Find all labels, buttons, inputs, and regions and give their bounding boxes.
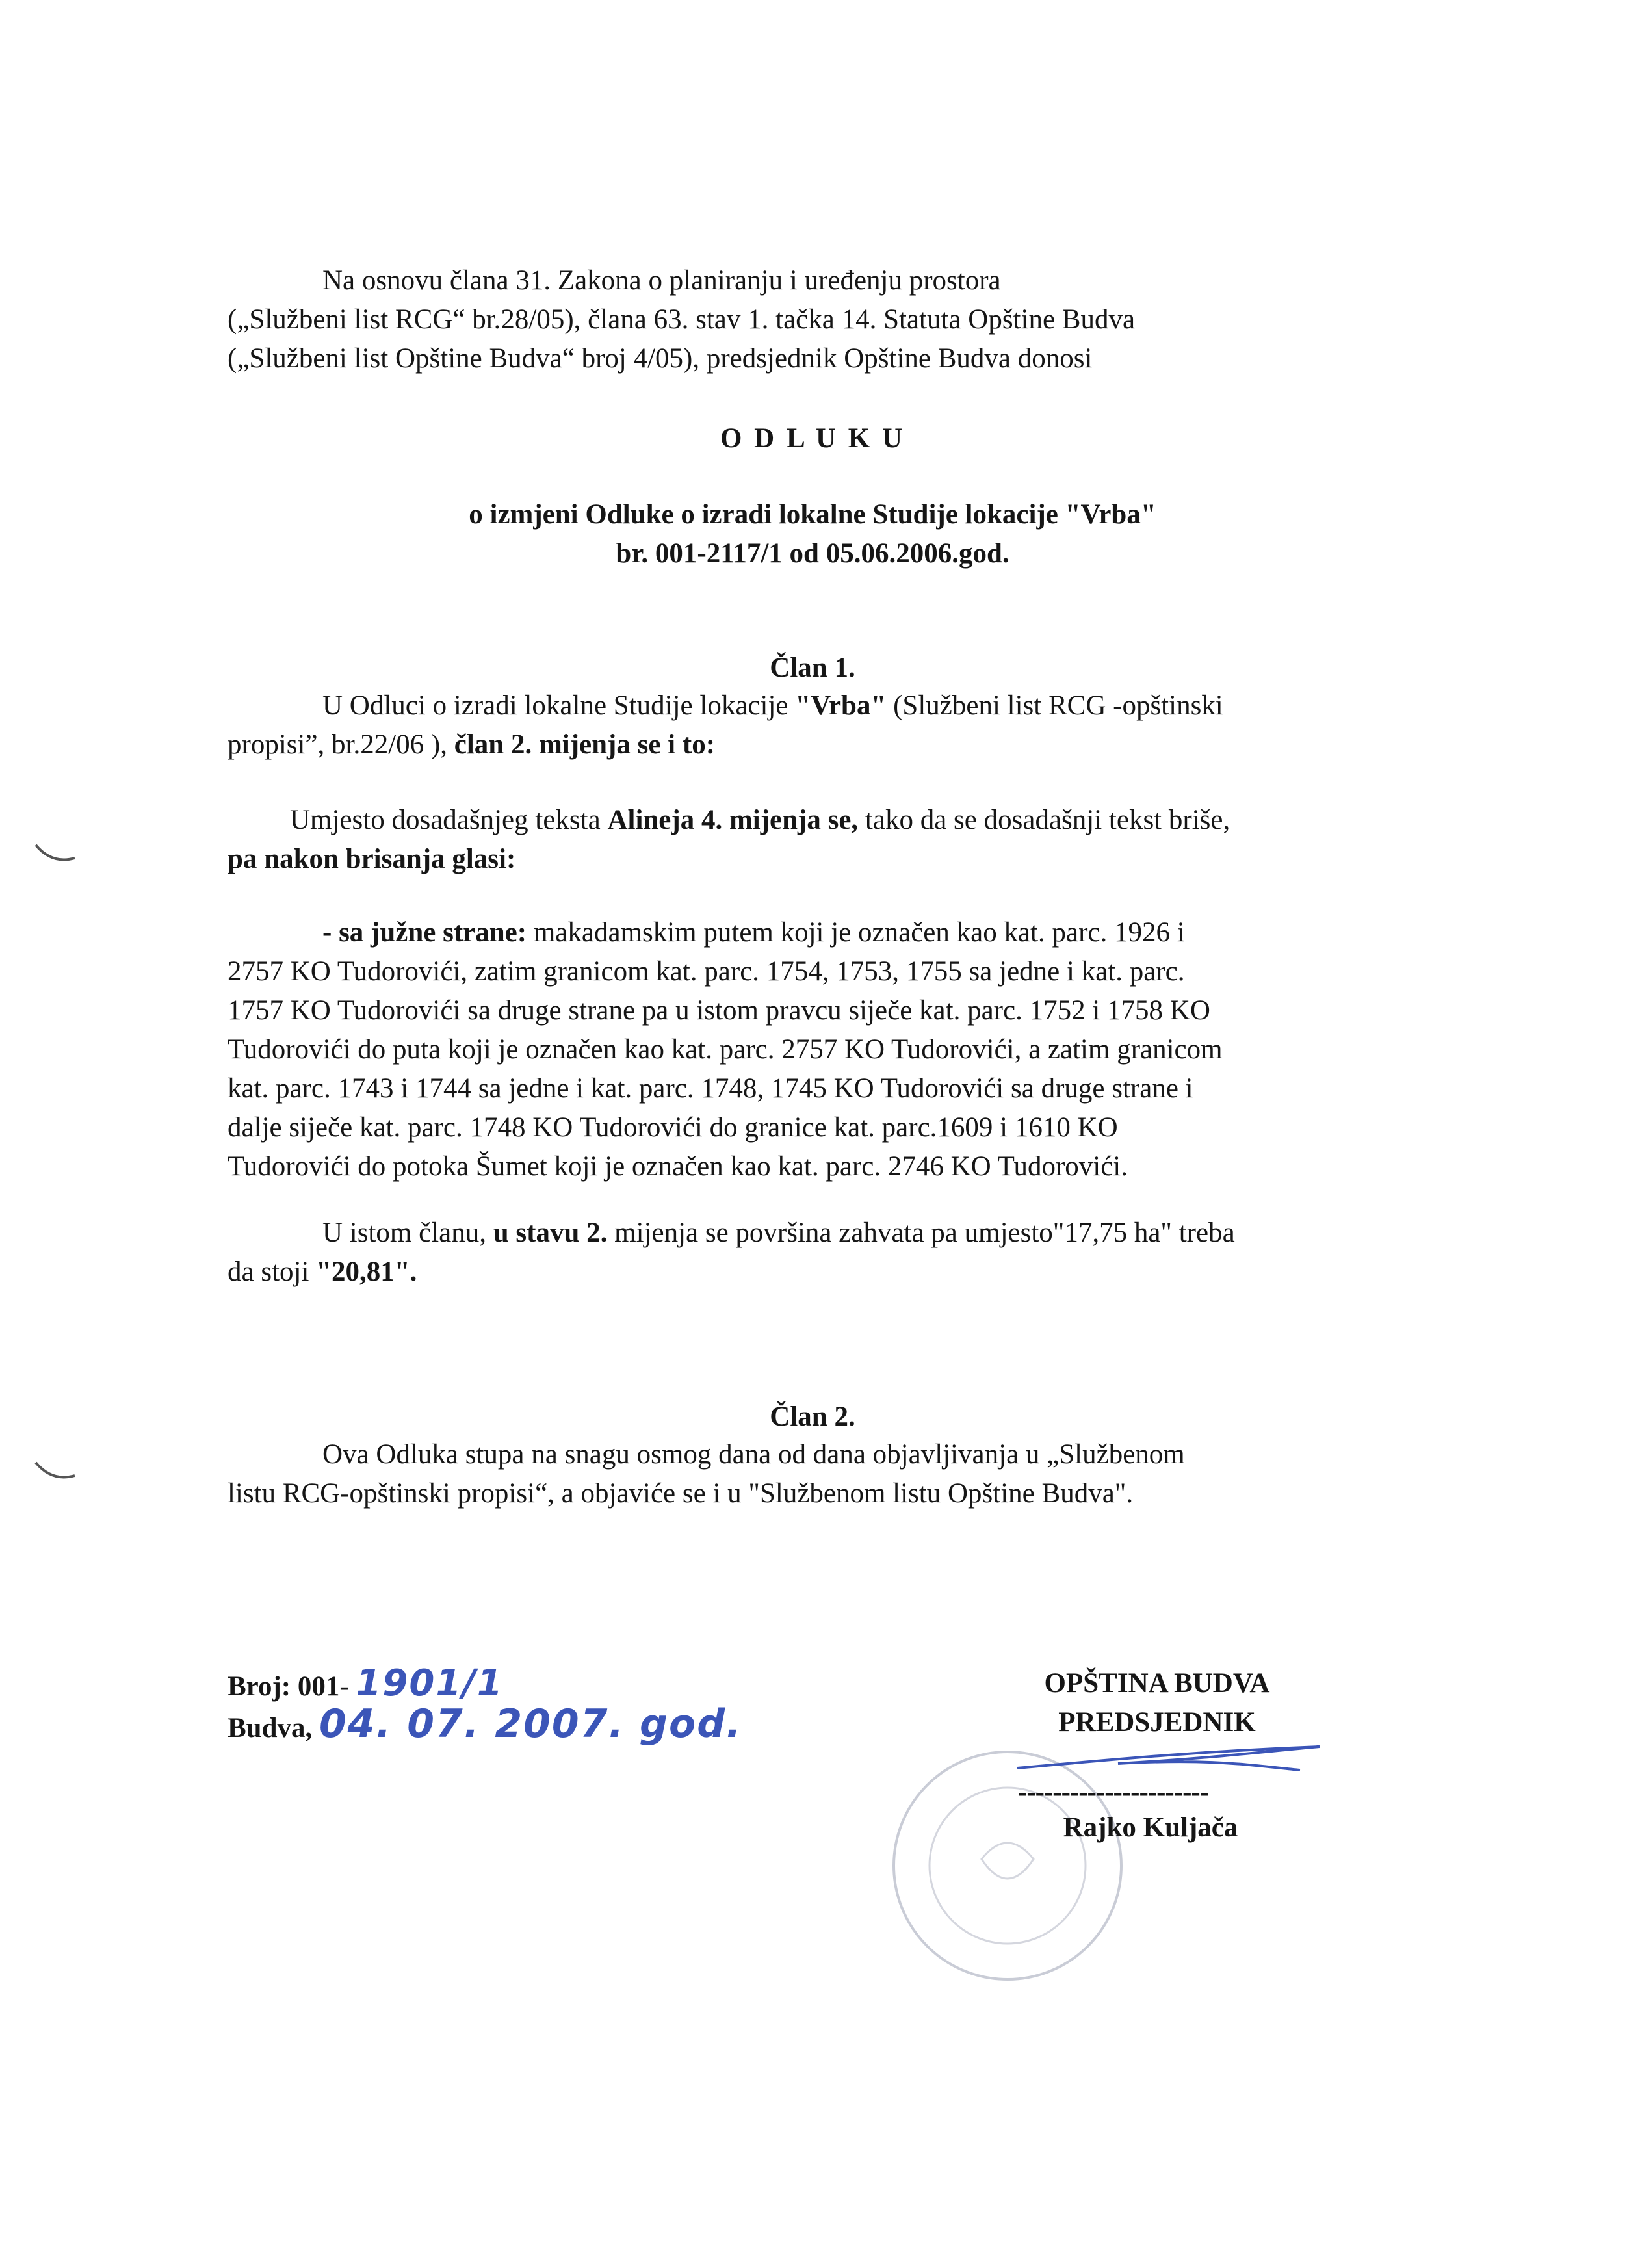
subtitle-line-2: br. 001-2117/1 od 05.06.2006.god. [616, 538, 1009, 569]
article-1-p2-line-1: Umjesto dosadašnjeg teksta Alineja 4. mijenja se, tako da se dosadašnji tekst briše, [290, 805, 1230, 835]
article-1-p3-line-5: kat. parc. 1743 i 1744 sa jedne i kat. parc. 1748, 1745 KO Tudorovići sa druge strane i [228, 1073, 1193, 1104]
article-2-heading: Član 2. [770, 1401, 855, 1432]
article-1-p3-line-1: - sa južne strane: makadamskim putem koji je označen kao kat. parc. 1926 i [322, 917, 1185, 948]
article-2-line-2: listu RCG-opštinski propisi“, a objaviće se i u "Službenom listu Opštine Budva". [228, 1478, 1134, 1509]
authority-block [962, 1664, 1352, 1742]
article-1-p3-line-3: 1757 KO Tudorovići sa druge strane pa u istom pravcu siječe kat. parc. 1752 i 1758 KO [228, 995, 1210, 1026]
signer-name: Rajko Kuljača [1063, 1812, 1238, 1843]
authority-name: OPŠTINA BUDVA [1044, 1668, 1270, 1699]
article-1-p3-line-6: dalje siječe kat. parc. 1748 KO Tudorovići do granice kat. parc.1609 i 1610 KO [228, 1112, 1118, 1143]
article-1-p4-line-2: da stoji "20,81". [228, 1257, 417, 1287]
article-1-heading: Član 1. [770, 653, 855, 683]
preamble-line-2: („Službeni list RCG“ br.28/05), člana 63. stav 1. tačka 14. Statuta Opštine Budva [228, 304, 1136, 335]
article-1-p1-line-1: U Odluci o izradi lokalne Studije lokacije "Vrba" (Službeni list RCG -opštinski [322, 690, 1223, 721]
article-1-p3-line-2: 2757 KO Tudorovići, zatim granicom kat. parc. 1754, 1753, 1755 sa jedne i kat. parc. [228, 956, 1185, 987]
article-1-paragraph-4 [228, 1214, 1235, 1292]
document-subtitle [325, 495, 1300, 573]
handwritten-number: 1901/1 [356, 1662, 504, 1704]
signature-line: ---------------------- [1018, 1777, 1209, 1808]
preamble [228, 261, 1136, 378]
authority-role: PREDSJEDNIK [1058, 1707, 1256, 1738]
article-1-paragraph-3 [228, 913, 1223, 1186]
article-1-paragraph-1 [228, 686, 1223, 764]
margin-mark-icon [33, 839, 78, 871]
subtitle-line-1: o izmjeni Odluke o izradi lokalne Studije lokacije "Vrba" [469, 499, 1156, 530]
handwritten-date: 04. 07. 2007. god. [319, 1701, 742, 1747]
article-1-p2-line-2: pa nakon brisanja glasi: [228, 844, 516, 874]
document-title: O D L U K U [720, 423, 905, 454]
article-1-p1-line-2: propisi”, br.22/06 ), član 2. mijenja se i to: [228, 729, 716, 760]
margin-mark-icon [33, 1456, 78, 1489]
document-place-date: Budva, 04. 07. 2007. god. [228, 1701, 742, 1747]
article-1-p3-line-7: Tudorovići do potoka Šumet koji je označen kao kat. parc. 2746 KO Tudorovići. [228, 1151, 1128, 1182]
document-number: Broj: 001- 1901/1 [228, 1662, 504, 1704]
preamble-line-3: („Službeni list Opštine Budva“ broj 4/05), predsjednik Opštine Budva donosi [228, 343, 1093, 374]
preamble-line-1: Na osnovu člana 31. Zakona o planiranju i uređenju prostora [322, 265, 1001, 296]
article-2-paragraph [228, 1435, 1185, 1513]
article-1-p4-line-1: U istom članu, u stavu 2. mijenja se površina zahvata pa umjesto"17,75 ha" treba [322, 1218, 1235, 1248]
article-1-paragraph-2 [228, 801, 1230, 879]
article-2-line-1: Ova Odluka stupa na snagu osmog dana od dana objavljivanja u „Službenom [322, 1439, 1185, 1470]
article-1-p3-line-4: Tudorovići do puta koji je označen kao kat. parc. 2757 KO Tudorovići, a zatim granicom [228, 1034, 1223, 1065]
